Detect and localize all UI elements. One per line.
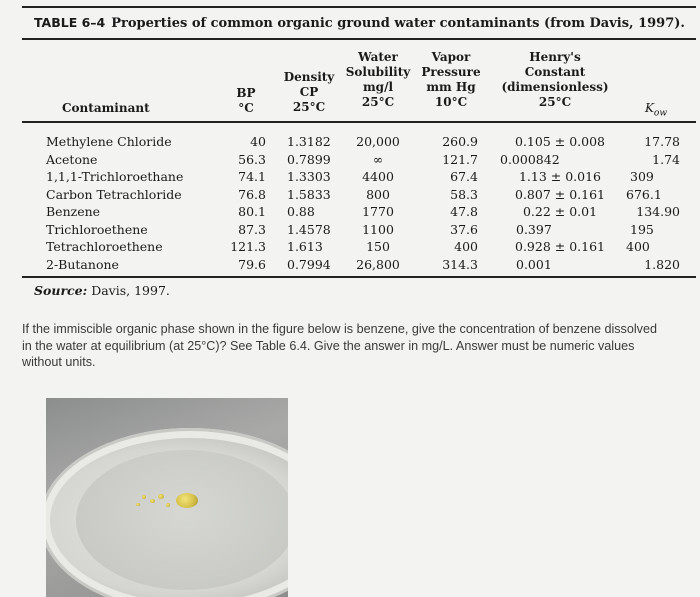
cell-kow: 400 bbox=[626, 239, 650, 254]
source-text: Davis, 1997. bbox=[91, 283, 170, 298]
benzene-droplet bbox=[150, 499, 155, 503]
benzene-droplet bbox=[176, 493, 198, 508]
title-rule bbox=[22, 38, 696, 40]
cell-henry: 0.105 ± 0.008 bbox=[515, 134, 605, 149]
cell-kow: 17.78 bbox=[644, 134, 680, 149]
benzene-droplet bbox=[136, 503, 140, 506]
cell-vapor: 314.3 bbox=[442, 256, 478, 272]
cell-solubility: 150 bbox=[366, 239, 390, 254]
cell-vapor: 37.6 bbox=[450, 221, 478, 237]
cell-solubility: 1100 bbox=[362, 221, 394, 237]
column-henrys-constant bbox=[500, 133, 620, 273]
column-bp bbox=[222, 133, 266, 273]
column-solubility bbox=[353, 133, 403, 273]
cell-kow: 676.1 bbox=[626, 186, 662, 202]
question-text: If the immiscible organic phase shown in the figure below is benzene, give the concentration of benzene dissolved in the water at equilibrium (at 25°C)? See Table 6.4. Give the answer in mg/L. Answer must be numeric values without units. bbox=[22, 322, 657, 369]
cell-vapor: 47.8 bbox=[450, 204, 478, 219]
cell-solubility: 20,000 bbox=[356, 134, 400, 149]
benzene-dish-photo bbox=[46, 398, 288, 597]
cell-solubility: ∞ bbox=[372, 151, 384, 167]
table-label: TABLE 6–4 bbox=[34, 15, 106, 30]
header-bp: BP °C bbox=[236, 86, 256, 115]
cell-henry: 0.397 bbox=[516, 221, 552, 237]
column-density bbox=[287, 133, 331, 273]
cell-henry: 1.13 ± 0.016 bbox=[518, 169, 602, 184]
benzene-droplet bbox=[166, 503, 170, 507]
top-rule bbox=[22, 6, 696, 8]
header-contaminant: Contaminant bbox=[62, 101, 150, 115]
cell-vapor: 260.9 bbox=[442, 134, 478, 149]
cell-density: 1.613 bbox=[287, 239, 323, 254]
cell-name: Tetrachloroethene bbox=[46, 239, 163, 254]
cell-density: 1.5833 bbox=[287, 186, 331, 202]
cell-density: 0.7899 bbox=[287, 151, 331, 167]
benzene-droplet bbox=[142, 495, 146, 499]
header-henrys-constant: Henry's Constant (dimensionless) 25°C bbox=[501, 50, 609, 109]
cell-name: Acetone bbox=[46, 151, 98, 167]
header-vapor-pressure: Vapor Pressure mm Hg 10°C bbox=[421, 50, 481, 109]
cell-density: 0.88 bbox=[287, 204, 315, 219]
cell-bp: 74.1 bbox=[238, 169, 266, 184]
cell-bp: 40 bbox=[250, 134, 266, 149]
cell-henry: 0.22 ± 0.01 bbox=[522, 204, 598, 219]
header-rule bbox=[22, 121, 696, 123]
column-kow bbox=[622, 133, 680, 273]
cell-name: 1,1,1-Trichloroethane bbox=[46, 169, 184, 184]
cell-kow: 134.90 bbox=[636, 204, 680, 219]
cell-vapor: 58.3 bbox=[450, 186, 478, 202]
column-vapor-pressure bbox=[433, 133, 478, 273]
table-title bbox=[34, 15, 685, 31]
cell-kow: 1.820 bbox=[644, 256, 680, 272]
cell-henry: 0.000842 bbox=[500, 151, 560, 167]
cell-henry: 0.807 ± 0.161 bbox=[515, 186, 605, 202]
cell-bp: 121.3 bbox=[230, 239, 266, 254]
cell-name: Carbon Tetrachloride bbox=[46, 186, 182, 202]
cell-density: 1.3182 bbox=[287, 134, 331, 149]
cell-kow: 309 bbox=[630, 169, 654, 184]
cell-bp: 56.3 bbox=[238, 151, 266, 167]
cell-name: 2-Butanone bbox=[46, 256, 119, 272]
cell-kow: 195 bbox=[630, 221, 654, 237]
cell-solubility: 1770 bbox=[362, 204, 394, 219]
cell-density: 1.4578 bbox=[287, 221, 331, 237]
header-kow: $K_{ow}$ bbox=[644, 101, 668, 119]
cell-density: 1.3303 bbox=[287, 169, 331, 184]
cell-kow: 1.74 bbox=[652, 151, 680, 167]
table-bottom-rule bbox=[22, 276, 696, 278]
benzene-droplet bbox=[158, 494, 164, 499]
header-solubility: Water Solubility mg/l 25°C bbox=[345, 50, 411, 109]
header-density: Density CP 25°C bbox=[283, 70, 335, 114]
cell-bp: 79.6 bbox=[238, 256, 266, 272]
cell-solubility: 4400 bbox=[362, 169, 394, 184]
cell-bp: 76.8 bbox=[238, 186, 266, 202]
source-label: Source: bbox=[34, 283, 88, 298]
cell-name: Methylene Chloride bbox=[46, 134, 172, 149]
petri-dish-water bbox=[76, 450, 288, 590]
cell-vapor: 121.7 bbox=[442, 151, 478, 167]
cell-henry: 0.001 bbox=[516, 256, 552, 272]
table-title-text: Properties of common organic ground water contaminants (from Davis, 1997). bbox=[111, 16, 685, 31]
cell-name: Benzene bbox=[46, 204, 101, 219]
column-contaminant bbox=[46, 133, 183, 273]
cell-henry: 0.928 ± 0.161 bbox=[515, 239, 605, 254]
cell-bp: 80.1 bbox=[238, 204, 266, 219]
cell-vapor: 400 bbox=[454, 239, 478, 254]
cell-vapor: 67.4 bbox=[450, 169, 478, 184]
cell-bp: 87.3 bbox=[238, 221, 266, 237]
cell-density: 0.7994 bbox=[287, 256, 331, 272]
cell-name: Trichloroethene bbox=[46, 221, 148, 237]
table-source bbox=[34, 283, 170, 298]
cell-solubility: 26,800 bbox=[356, 256, 400, 272]
cell-solubility: 800 bbox=[366, 186, 390, 202]
